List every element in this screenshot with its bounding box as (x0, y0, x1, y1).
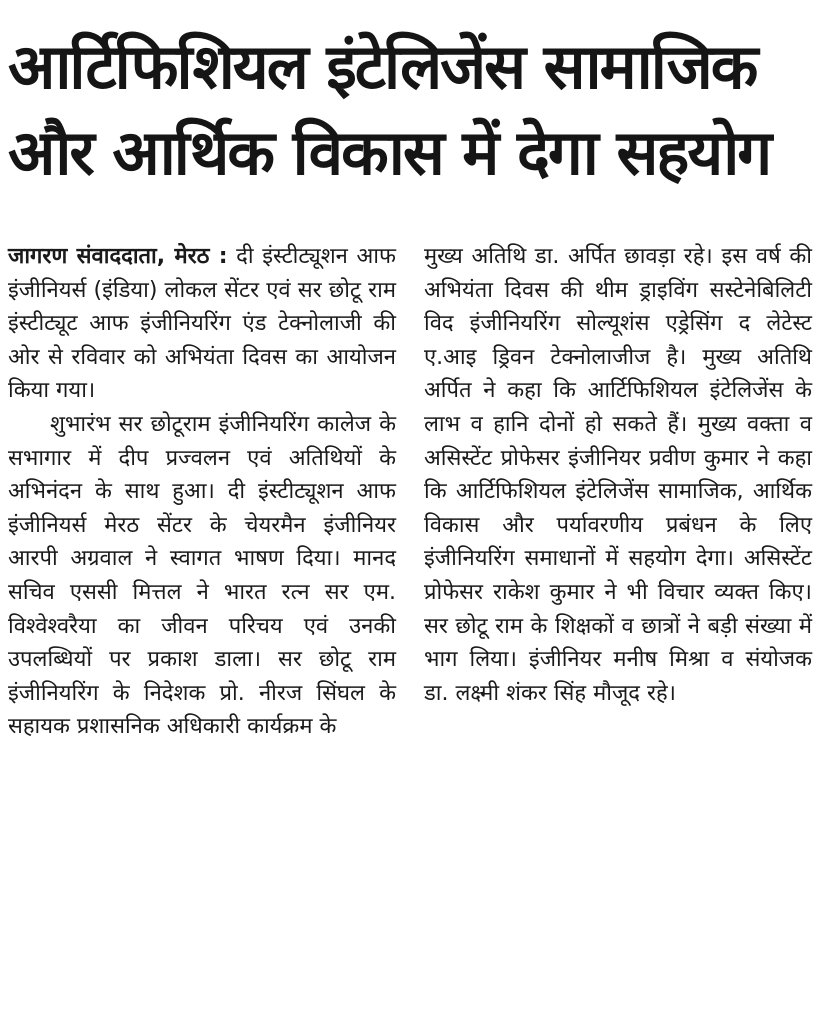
article-column-left (8, 240, 396, 744)
headline (8, 24, 816, 196)
byline: जागरण संवाददाता, मेरठ : (8, 244, 228, 269)
article-paragraph: मुख्य अतिथि डा. अर्पित छावड़ा रहे। इस वर्ष की अभियंता दिवस की थीम ड्राइविंग सस्टेनेबिलिटी विद इंजीनियरिंग सोल्यूशंस एड्रेसिंग द लेटेस्ट ए.आइ ड्रिवन टेक्नोलाजीज है। मुख्य अतिथि अर्पित ने कहा कि आर्टिफिशियल इंटेलिजेंस के लाभ व हानि दोनों हो सकते हैं। मुख्य वक्ता व असिस्टेंट प्रोफेसर इंजीनियर प्रवीण कुमार ने कहा कि आर्टिफिशियल इंटेलिजेंस सामाजिक, आर्थिक विकास और पर्यावरणीय प्रबंधन के लिए इंजीनियरिंग समाधानों में सहयोग देगा। असिस्टेंट प्रोफेसर राकेश कुमार ने भी विचार व्यक्त किए। सर छोटू राम के शिक्षकों व छात्रों ने बड़ी संख्या में भाग लिया। इंजीनियर मनीष मिश्रा व संयोजक डा. लक्ष्मी शंकर सिंह मौजूद रहे। (424, 244, 812, 706)
paragraph-text: दी इंस्टीट्यूशन आफ इंजीनियर्स (इंडिया) लोकल सेंटर एवं सर छोटू राम इंस्टीट्यूट आफ इंजीनियरिंग एंड टेक्नोलाजी की ओर से रविवार को अभियंता दिवस का आयोजन किया गया। (8, 244, 396, 404)
headline-line-1: आर्टिफिशियल इंटेलिजेंस सामाजिक (8, 30, 757, 103)
article-body (8, 240, 812, 1010)
headline-line-2: और आर्थिक विकास में देगा सहयोग (8, 116, 771, 189)
article-paragraph: शुभारंभ सर छोटूराम इंजीनियरिंग कालेज के सभागार में दीप प्रज्वलन एवं अतिथियों के अभिनंदन के साथ हुआ। दी इंस्टीट्यूशन आफ इंजीनियर्स मेरठ सेंटर के चेयरमैन इंजीनियर आरपी अग्रवाल ने स्वागत भाषण दिया। मानद सचिव एससी मित्तल ने भारत रत्न सर एम. विश्वेश्वरैया का जीवन परिचय एवं उनकी उपलब्धियों पर प्रकाश डाला। सर छोटू राम इंजीनियरिंग के निदेशक प्रो. नीरज सिंघल के सहायक प्रशासनिक अधिकारी कार्यक्रम के (8, 411, 396, 740)
article-column-right (424, 240, 812, 710)
article-paragraph (8, 240, 396, 408)
